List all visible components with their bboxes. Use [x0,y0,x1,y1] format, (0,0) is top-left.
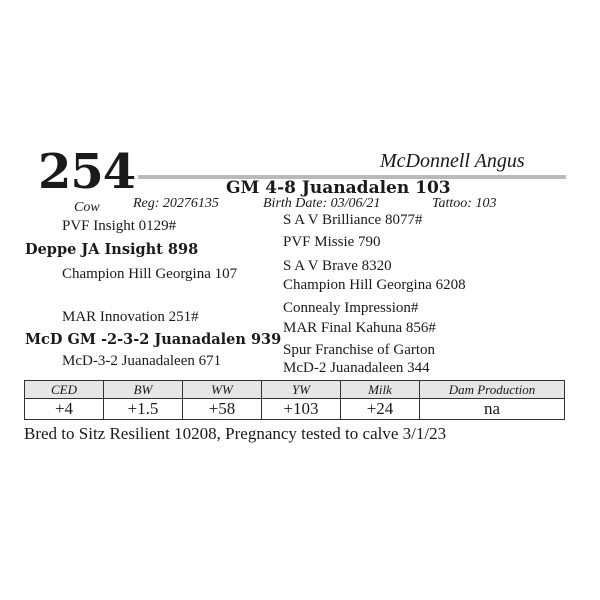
epd-header-bw: BW [104,381,183,399]
dam-sire: MAR Innovation 251# [62,309,199,325]
epd-header-ced: CED [25,381,104,399]
epd-value-milk: +24 [341,399,420,420]
epd-value-dam-production: na [420,399,565,420]
dam-dam: McD-3-2 Juanadaleen 671 [62,353,222,369]
pedigree-right-5: Connealy Impression# [283,300,419,316]
epd-header-yw: YW [262,381,341,399]
sex-label: Cow [74,200,100,215]
animal-name: GM 4-8 Juanadalen 103 [226,178,451,198]
epd-header-row [25,381,565,399]
breeder-name: McDonnell Angus [380,150,525,172]
epd-value-bw: +1.5 [104,399,183,420]
registration-number: Reg: 20276135 [133,196,219,211]
birth-date: Birth Date: 03/06/21 [263,196,381,211]
sire: Deppe JA Insight 898 [25,241,199,258]
breeding-note: Bred to Sitz Resilient 10208, Pregnancy tested to calve 3/1/23 [24,424,447,443]
sire-dam: Champion Hill Georgina 107 [62,266,238,282]
epd-value-ww: +58 [183,399,262,420]
lot-number: 254 [38,144,136,200]
pedigree-right-1: S A V Brilliance 8077# [283,212,423,228]
epd-header-ww: WW [183,381,262,399]
pedigree-right-7: Spur Franchise of Garton [283,342,436,358]
pedigree-right-2: PVF Missie 790 [283,234,381,250]
epd-table [24,380,565,420]
epd-value-row [25,399,565,420]
epd-header-milk: Milk [341,381,420,399]
pedigree-right-4: Champion Hill Georgina 6208 [283,277,466,293]
epd-value-yw: +103 [262,399,341,420]
pedigree-right-6: MAR Final Kahuna 856# [283,320,436,336]
dam: McD GM -2-3-2 Juanadalen 939 [25,331,282,348]
epd-header-dam-production: Dam Production [420,381,565,399]
epd-value-ced: +4 [25,399,104,420]
tattoo: Tattoo: 103 [432,196,497,211]
sire-sire: PVF Insight 0129# [62,218,177,234]
pedigree-right-3: S A V Brave 8320 [283,258,392,274]
pedigree-right-8: McD-2 Juanadaleen 344 [283,360,430,376]
